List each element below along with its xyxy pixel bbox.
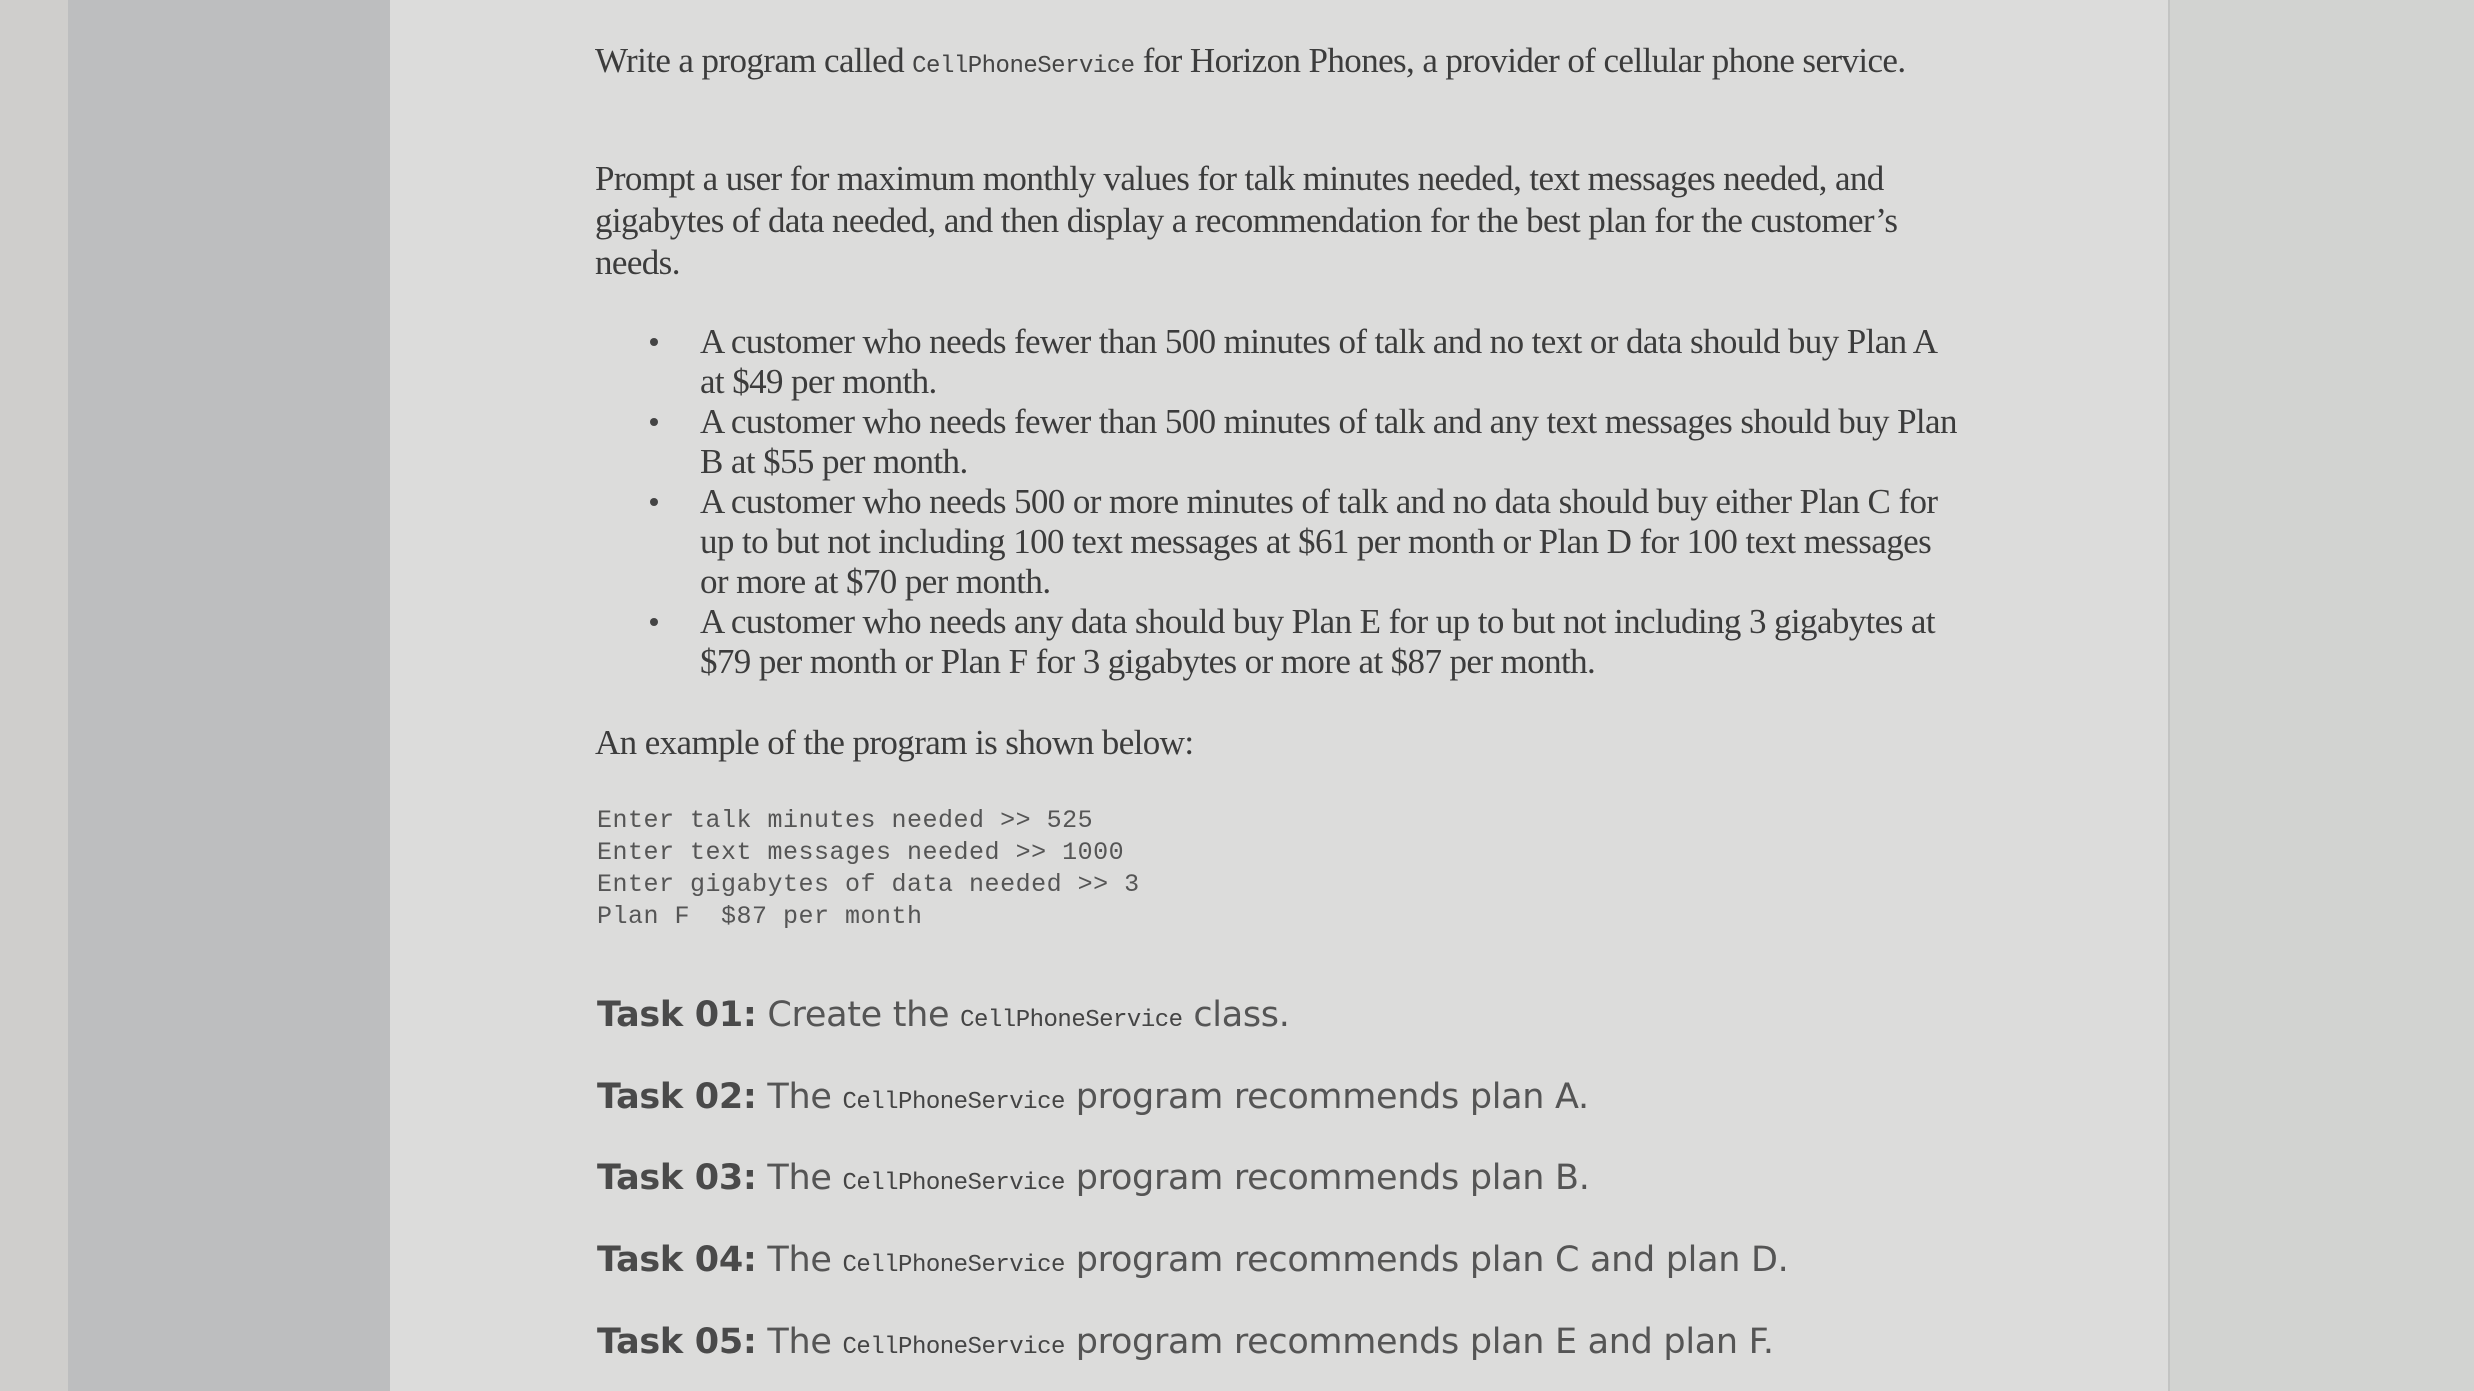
- screen-bezel-left: [0, 0, 68, 1391]
- task-text: program recommends plan B.: [1064, 1158, 1590, 1198]
- task-text: The: [756, 1077, 843, 1117]
- plan-rule-text: A customer who needs fewer than 500 minutes of talk and no text or data should buy Plan A at $49 per month.: [700, 322, 1936, 401]
- bullet-icon: [650, 498, 658, 506]
- task-label: Task 04:: [597, 1240, 757, 1280]
- intro-paragraph: [595, 40, 1905, 88]
- bullet-icon: [650, 338, 658, 346]
- plan-rule-item: [700, 482, 1960, 602]
- task-label: Task 02:: [597, 1077, 757, 1117]
- class-name-code: CellPhoneService: [842, 1334, 1065, 1361]
- task-label: Task 05:: [597, 1322, 757, 1362]
- task-01: [597, 995, 1290, 1035]
- intro-text-end: for Horizon Phones, a provider of cellular phone service.: [1134, 41, 1906, 80]
- task-text: program recommends plan C and plan D.: [1064, 1240, 1789, 1280]
- example-intro: An example of the program is shown below:: [595, 723, 1194, 762]
- right-side-panel: [2168, 0, 2474, 1391]
- task-05: [597, 1322, 1774, 1362]
- task-03: [597, 1158, 1590, 1198]
- task-text: The: [756, 1322, 843, 1362]
- task-02: [597, 1077, 1589, 1117]
- plan-rule-item: [700, 322, 1960, 402]
- task-text: class.: [1182, 995, 1290, 1035]
- plan-rule-item: [700, 402, 1960, 482]
- task-text: program recommends plan A.: [1064, 1077, 1589, 1117]
- left-side-panel: [68, 0, 390, 1391]
- class-name-code: CellPhoneService: [842, 1170, 1065, 1197]
- task-04: [597, 1240, 1788, 1280]
- example-line: Enter text messages needed >> 1000: [597, 838, 1125, 867]
- example-line: Enter talk minutes needed >> 525: [597, 806, 1094, 835]
- example-output-block: [597, 805, 1140, 933]
- intro-text-start: Write a program called: [595, 41, 913, 80]
- prompt-paragraph: Prompt a user for maximum monthly values for talk minutes needed, text messages needed, and gigabytes of data needed, and then display a recommendation for the best plan for the customer’s needs.: [595, 159, 1898, 282]
- class-name-code: CellPhoneService: [842, 1252, 1065, 1279]
- plan-rule-item: [700, 602, 1960, 682]
- task-text: program recommends plan E and plan F.: [1064, 1322, 1774, 1362]
- plan-rule-text: A customer who needs any data should buy Plan E for up to but not including 3 gigabytes at $79 per month or Plan F for 3 gigabytes or more at $87 per month.: [700, 602, 1935, 681]
- example-line: Plan F $87 per month: [597, 902, 923, 931]
- task-label: Task 01:: [597, 995, 757, 1035]
- task-label: Task 03:: [597, 1158, 757, 1198]
- task-text: The: [756, 1158, 843, 1198]
- bullet-icon: [650, 418, 658, 426]
- class-name-code: CellPhoneService: [842, 1089, 1065, 1116]
- example-line: Enter gigabytes of data needed >> 3: [597, 870, 1140, 899]
- task-text: The: [756, 1240, 843, 1280]
- class-name-code: CellPhoneService: [960, 1007, 1183, 1034]
- plan-rule-text: A customer who needs 500 or more minutes of talk and no data should buy either Plan C for up to but not including 100 text messages at $61 per month or Plan D for 100 text messages or more at $70 per month.: [700, 482, 1938, 601]
- plan-rule-text: A customer who needs fewer than 500 minutes of talk and any text messages should buy Plan B at $55 per month.: [700, 402, 1957, 481]
- plan-rules-list: [635, 322, 1960, 682]
- task-text: Create the: [756, 995, 961, 1035]
- bullet-icon: [650, 618, 658, 626]
- class-name-code: CellPhoneService: [912, 53, 1135, 80]
